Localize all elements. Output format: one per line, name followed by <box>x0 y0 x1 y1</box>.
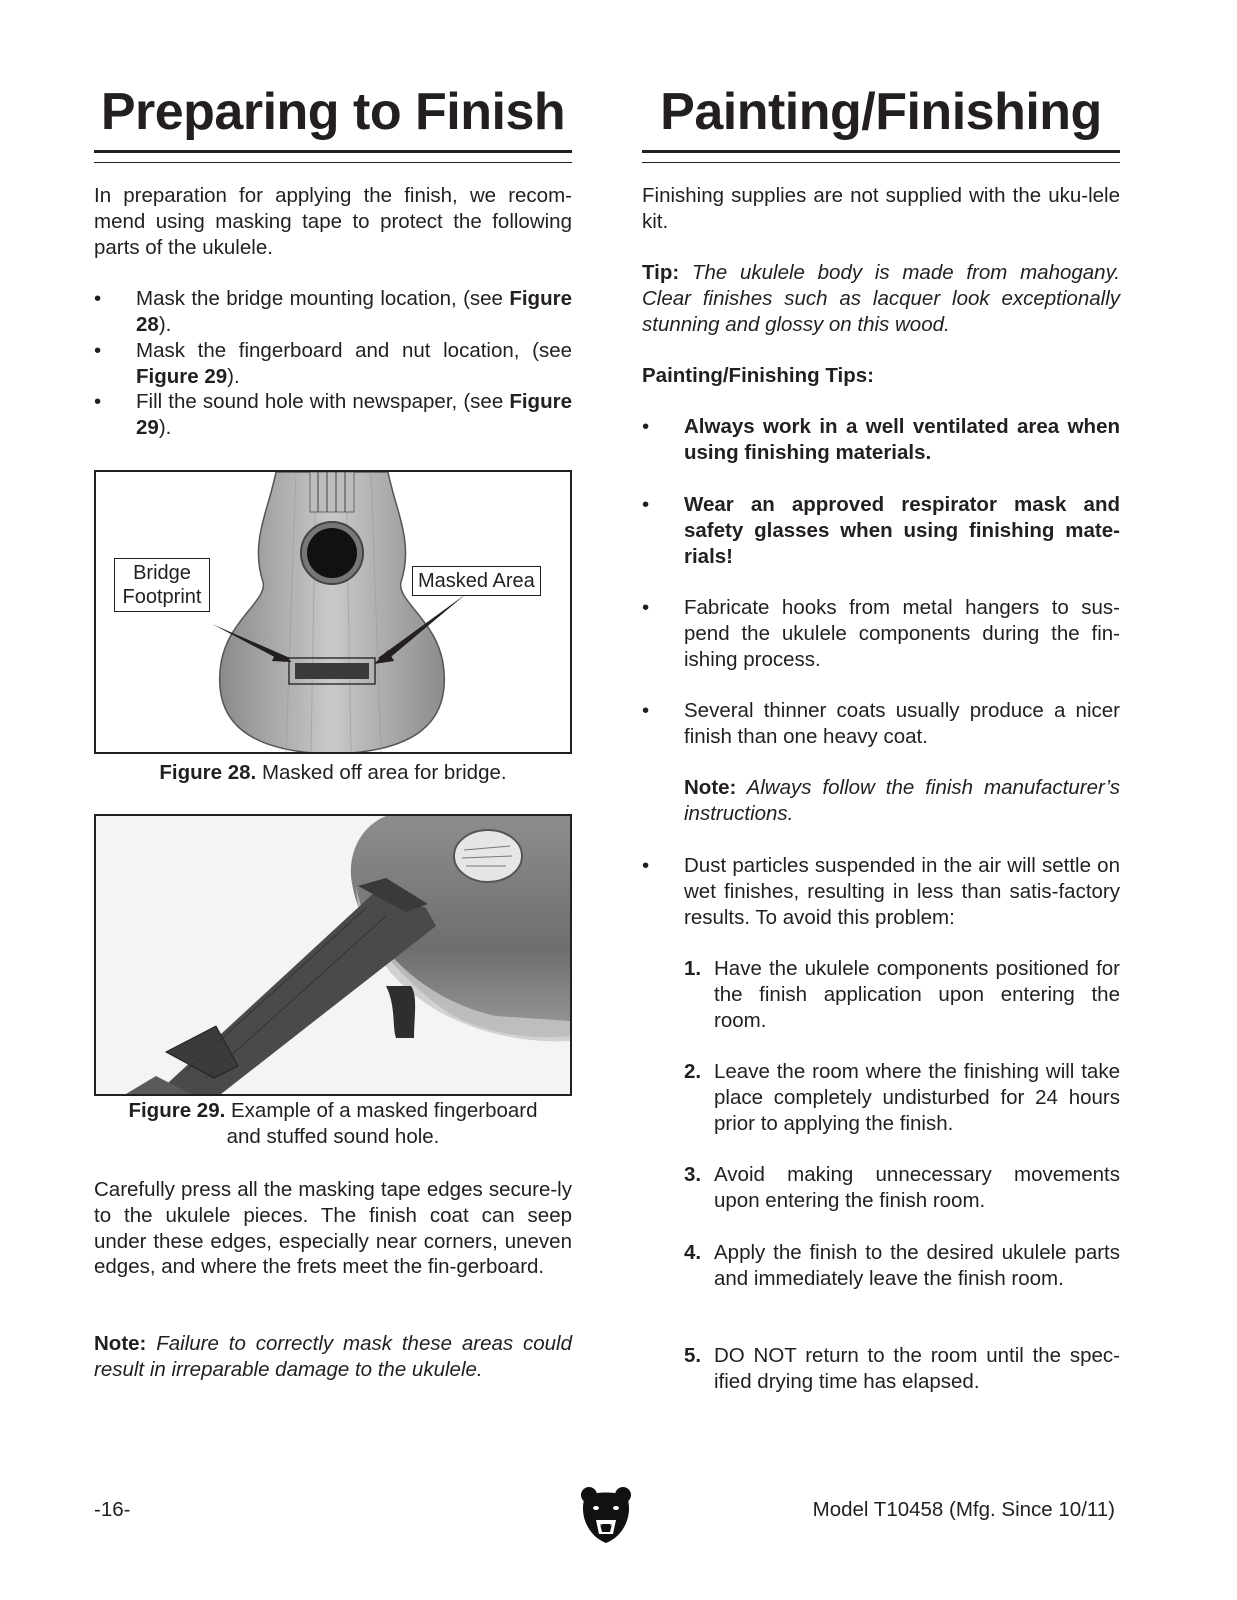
tips-heading: Painting/Finishing Tips: <box>642 364 874 387</box>
bullet-dot: • <box>642 493 650 516</box>
step-item: 3. Avoid making unnecessary movements upon entering the finish room. <box>684 1163 1120 1212</box>
figure-28 <box>94 470 572 754</box>
bullet-item: • Several thinner coats usually produce a nicer finish than one heavy coat. <box>642 699 1120 748</box>
step-item: 1. Have the ukulele components positioned for the finish application upon entering the room. <box>684 957 1120 1032</box>
ukulele-body-illustration <box>96 472 570 752</box>
step-item: 4. Apply the finish to the desired ukulele parts and immediately leave the finish room. <box>684 1241 1120 1290</box>
bullet-dot: • <box>94 339 102 362</box>
bear-logo-icon <box>580 1486 632 1544</box>
masking-paragraph: Carefully press all the masking tape edges secure-ly to the ukulele pieces. The finish coat can seep under these edges, especially near corners, uneven edges, and where the frets meet the fin-gerboard. <box>94 1178 572 1279</box>
figure-29-caption: Figure 29. Example of a masked fingerboard and stuffed sound hole. <box>128 1099 538 1148</box>
title-rule <box>642 150 1120 153</box>
bullet-dot: • <box>642 699 650 722</box>
bullet-dot: • <box>642 415 650 438</box>
figure-ref: Figure 29 <box>136 390 572 439</box>
bullet-dot: • <box>642 854 650 877</box>
bullet-item: • Fabricate hooks from metal hangers to sus-pend the ukulele components during the fin-ishing process. <box>642 596 1120 671</box>
intro-paragraph: In preparation for applying the finish, we recom-mend using masking tape to protect the following parts of the ukulele. <box>94 184 572 259</box>
bridge-footprint-label: Bridge Footprint <box>114 558 210 612</box>
model-info: Model T10458 (Mfg. Since 10/11) <box>812 1498 1115 1521</box>
bullet-item: • Fill the sound hole with newspaper, (see Figure 29). <box>94 390 572 439</box>
masked-fingerboard-photo <box>96 816 570 1094</box>
figure-29 <box>94 814 572 1096</box>
figure-ref: Figure 29 <box>136 364 228 388</box>
figure-ref: Figure 28 <box>136 287 572 336</box>
step-item: 2. Leave the room where the finishing will take place completely undisturbed for 24 hours prior to applying the finish. <box>684 1060 1120 1135</box>
masked-area-label: Masked Area <box>412 566 541 596</box>
bullet-item: • Always work in a well ventilated area when using finishing materials. <box>642 415 1120 464</box>
bullet-dot: • <box>94 390 102 413</box>
title-rule-thin <box>94 162 572 163</box>
page-number: -16- <box>94 1498 131 1521</box>
bullet-dot: • <box>642 596 650 619</box>
section-title-painting: Painting/Finishing <box>660 83 1102 141</box>
title-rule <box>94 150 572 153</box>
bullet-item: • Dust particles suspended in the air will settle on wet finishes, resulting in less than satis-factory results. To avoid this problem: <box>642 854 1120 929</box>
left-note: Note: Failure to correctly mask these areas could result in irreparable damage to the ukulele. <box>94 1332 572 1381</box>
figure-28-caption: Figure 28. Masked off area for bridge. <box>159 761 507 784</box>
bullet-item: • Mask the fingerboard and nut location, (see Figure 29). <box>94 339 572 388</box>
title-rule-thin <box>642 162 1120 163</box>
right-note: Note: Always follow the finish manufacturer’s instructions. <box>684 776 1120 825</box>
tip-paragraph: Tip: The ukulele body is made from mahogany. Clear finishes such as lacquer look exceptionally stunning and glossy on this wood. <box>642 261 1120 336</box>
bullet-item: • Mask the bridge mounting location, (see Figure 28). <box>94 287 572 336</box>
supplies-paragraph: Finishing supplies are not supplied with the uku-lele kit. <box>642 184 1120 233</box>
bullet-item: • Wear an approved respirator mask and safety glasses when using finishing mate-rials! <box>642 493 1120 568</box>
section-title-preparing: Preparing to Finish <box>100 83 566 141</box>
bullet-dot: • <box>94 287 102 310</box>
step-item: 5. DO NOT return to the room until the spec-ified drying time has elapsed. <box>684 1344 1120 1393</box>
